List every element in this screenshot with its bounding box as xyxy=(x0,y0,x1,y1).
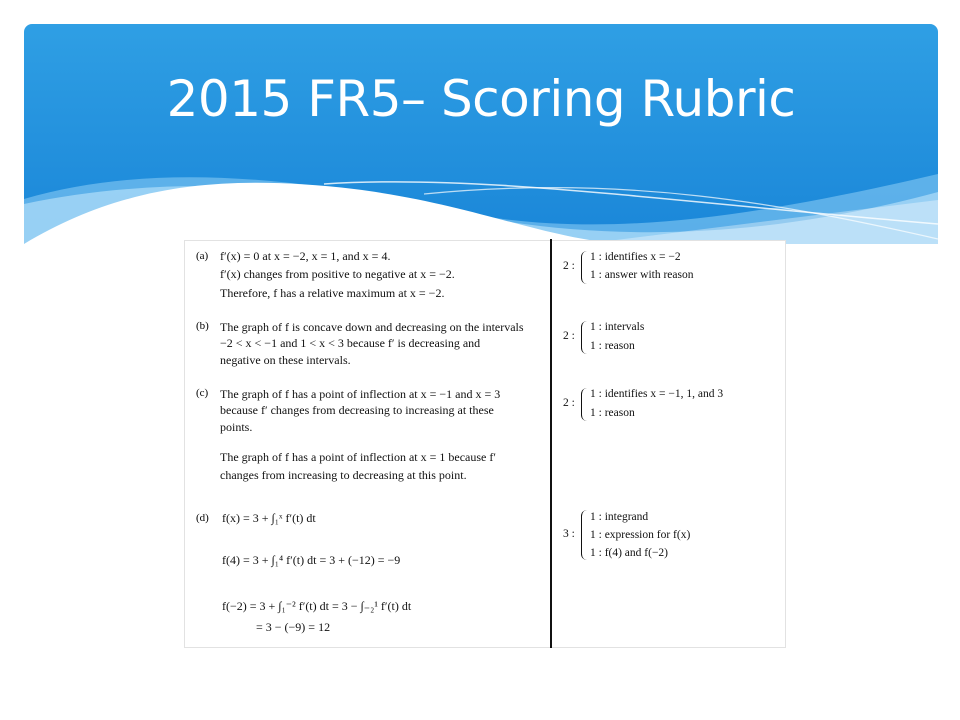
part-c-line-2: because f′ changes from decreasing to increasing at these xyxy=(220,403,494,417)
score-item-a-2: 1 : answer with reason xyxy=(590,269,694,281)
title-banner xyxy=(24,24,938,244)
score-item-a-1: 1 : identifies x = −2 xyxy=(590,251,681,263)
score-item-d-2: 1 : expression for f(x) xyxy=(590,529,691,541)
score-total-d: 3 : xyxy=(563,528,575,540)
part-d-line-1: f(x) = 3 + ∫₁ˣ f′(t) dt xyxy=(222,511,316,525)
part-b-line-1: The graph of f is concave down and decreasing on the intervals xyxy=(220,320,524,334)
part-a-line-2: f′(x) changes from positive to negative at x = −2. xyxy=(220,267,455,281)
brace-b xyxy=(581,321,588,354)
part-c-line-5: changes from increasing to decreasing at this point. xyxy=(220,468,467,482)
brace-a xyxy=(581,251,588,284)
column-divider xyxy=(550,239,552,648)
part-d-line-2: f(4) = 3 + ∫₁⁴ f′(t) dt = 3 + (−12) = −9 xyxy=(222,553,401,567)
brace-c xyxy=(581,388,588,421)
banner-waves xyxy=(24,24,938,244)
part-c-line-4: The graph of f has a point of inflection at x = 1 because f′ xyxy=(220,450,496,464)
part-label-b: (b) xyxy=(196,320,209,332)
part-b-line-3: negative on these intervals. xyxy=(220,353,351,367)
part-label-d: (d) xyxy=(196,512,209,524)
score-total-a: 2 : xyxy=(563,260,575,272)
part-label-c: (c) xyxy=(196,387,209,399)
slide-title: 2015 FR5– Scoring Rubric xyxy=(166,70,796,128)
part-c-line-3: points. xyxy=(220,420,253,434)
part-a-line-3: Therefore, f has a relative maximum at x = −2. xyxy=(220,286,445,300)
score-item-b-2: 1 : reason xyxy=(590,340,635,352)
score-item-c-2: 1 : reason xyxy=(590,407,635,419)
brace-d xyxy=(581,510,588,560)
score-total-b: 2 : xyxy=(563,330,575,342)
part-label-a: (a) xyxy=(196,250,209,262)
score-item-d-3: 1 : f(4) and f(−2) xyxy=(590,547,669,559)
part-c-line-1: The graph of f has a point of inflection at x = −1 and x = 3 xyxy=(220,387,501,401)
score-item-b-1: 1 : intervals xyxy=(590,321,645,333)
score-item-d-1: 1 : integrand xyxy=(590,511,649,523)
part-d-line-4: = 3 − (−9) = 12 xyxy=(256,620,331,634)
part-a-line-1: f′(x) = 0 at x = −2, x = 1, and x = 4. xyxy=(220,249,391,263)
rubric-panel xyxy=(184,240,786,648)
score-item-c-1: 1 : identifies x = −1, 1, and 3 xyxy=(590,388,724,400)
part-d-line-3: f(−2) = 3 + ∫₁⁻² f′(t) dt = 3 − ∫₋₂¹ f′(t) dt xyxy=(222,599,412,613)
part-b-line-2: −2 < x < −1 and 1 < x < 3 because f′ is decreasing and xyxy=(220,336,481,350)
score-total-c: 2 : xyxy=(563,397,575,409)
